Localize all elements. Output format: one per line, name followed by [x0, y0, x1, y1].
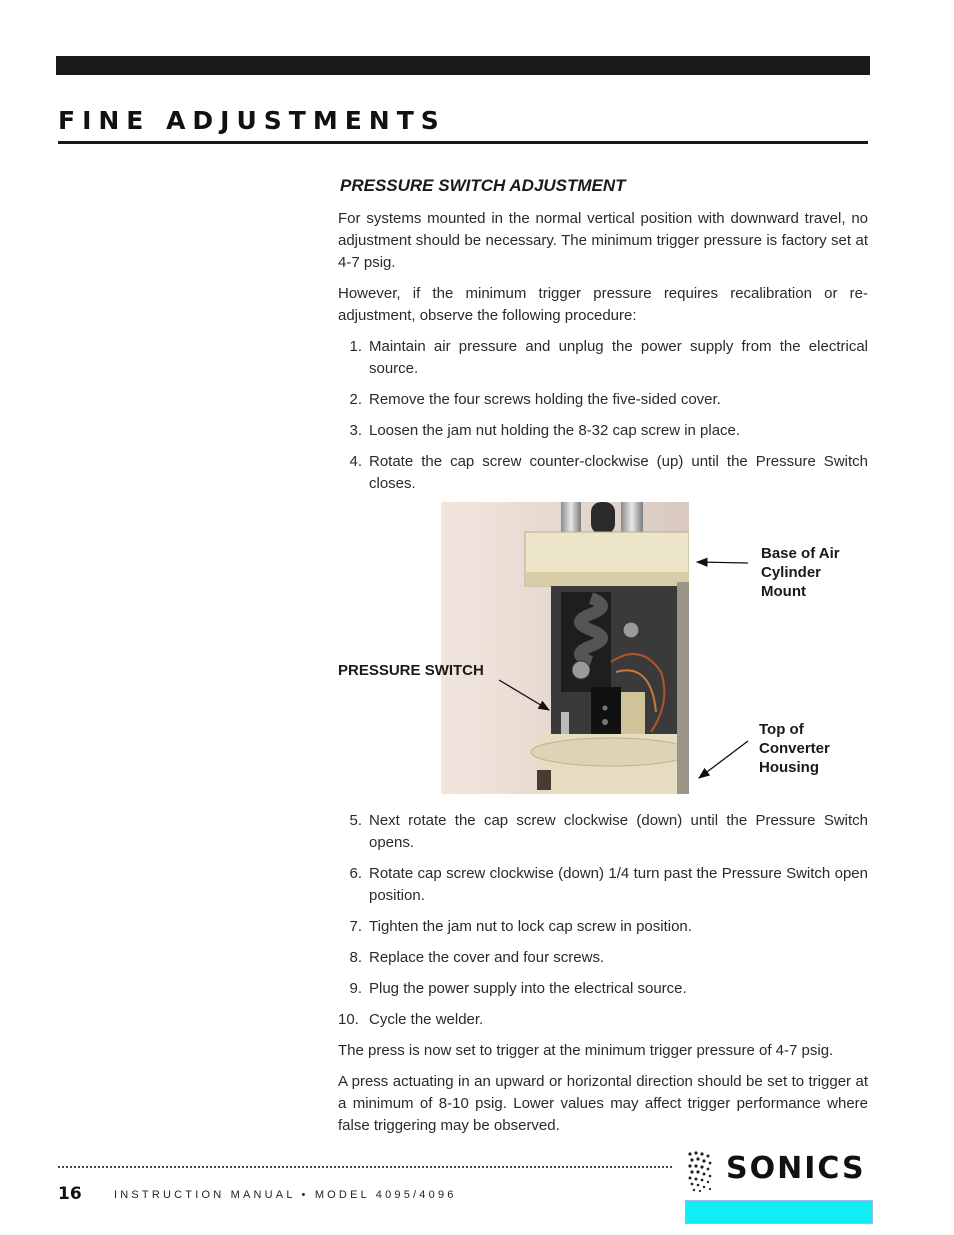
manual-label: INSTRUCTION MANUAL • MODEL 4095/4096 [114, 1189, 457, 1201]
callout-top-of-converter-housing [759, 720, 830, 777]
arrow-base [697, 562, 748, 563]
step-number: 9. [349, 980, 362, 997]
list-item [338, 947, 868, 969]
step-text: Plug the power supply into the electrical source. [369, 980, 687, 997]
list-item [338, 1009, 868, 1031]
step-number: 6. [349, 865, 362, 882]
title-rule [58, 141, 868, 144]
callout-line: Base of Air [761, 545, 840, 562]
callout-line: Housing [759, 759, 819, 776]
pressure-switch-photo [441, 502, 689, 794]
list-item [338, 916, 868, 938]
footer-dotted-rule [58, 1166, 672, 1168]
step-text: Rotate cap screw clockwise (down) 1/4 turn past the Pressure Switch open position. [369, 865, 868, 904]
step-number: 1. [349, 338, 362, 355]
steps-block-second [338, 810, 868, 1146]
step-number: 3. [349, 422, 362, 439]
step-text: Tighten the jam nut to lock cap screw in position. [369, 918, 692, 935]
list-item [338, 336, 868, 380]
callout-line: Cylinder [761, 564, 822, 581]
callout-pressure-switch: PRESSURE SWITCH [338, 662, 484, 679]
section-title: PRESSURE SWITCH ADJUSTMENT [340, 176, 626, 195]
callout-line: Top of [759, 721, 804, 738]
callout-base-of-air-cylinder-mount [761, 544, 840, 601]
closing-paragraph: The press is now set to trigger at the minimum trigger pressure of 4-7 psig. [338, 1042, 834, 1059]
list-item [338, 810, 868, 854]
sonics-logo-icon [686, 1150, 720, 1194]
list-item [338, 389, 868, 411]
closing-paragraph: A press actuating in an upward or horizontal direction should be set to trigger at a minimum of 8-10 psig. Lower values may affect trigger performance where false triggering may be observed. [338, 1073, 868, 1134]
intro-block [338, 208, 868, 504]
intro-paragraph: However, if the minimum trigger pressure requires recalibration or re-adjustment, observe the following procedure: [338, 285, 868, 324]
intro-paragraph: For systems mounted in the normal vertical position with downward travel, no adjustment should be necessary. The minimum trigger pressure is factory set at 4-7 psig. [338, 210, 868, 271]
callout-line: Converter [759, 740, 830, 757]
arrow-top [699, 741, 748, 778]
header-bar [56, 56, 870, 75]
page-title: FINE ADJUSTMENTS [58, 106, 446, 135]
step-text: Replace the cover and four screws. [369, 949, 605, 966]
brand-name: SONICS [726, 1151, 866, 1186]
list-item [338, 978, 868, 1000]
list-item [338, 420, 868, 442]
step-text: Loosen the jam nut holding the 8-32 cap screw in place. [369, 422, 741, 439]
footer-accent-bar [685, 1200, 873, 1224]
step-text: Remove the four screws holding the five-sided cover. [369, 391, 721, 408]
list-item [338, 451, 868, 495]
step-text: Rotate the cap screw counter-clockwise (up) until the Pressure Switch closes. [369, 453, 868, 492]
step-number: 8. [349, 949, 362, 966]
page-number: 16 [58, 1184, 82, 1204]
step-text: Cycle the welder. [369, 1011, 484, 1028]
step-number: 7. [349, 918, 362, 935]
list-item [338, 863, 868, 907]
steps-list-first [338, 336, 868, 495]
step-number: 2. [349, 391, 362, 408]
step-text: Next rotate the cap screw clockwise (down) until the Pressure Switch opens. [369, 812, 868, 851]
step-number: 4. [349, 453, 362, 470]
callout-line: Mount [761, 583, 806, 600]
step-number: 5. [349, 812, 362, 829]
sonics-logo [686, 1150, 872, 1194]
step-text: Maintain air pressure and unplug the power supply from the electrical source. [369, 338, 868, 377]
steps-list-second [338, 810, 868, 1031]
step-number: 10. [338, 1011, 359, 1028]
